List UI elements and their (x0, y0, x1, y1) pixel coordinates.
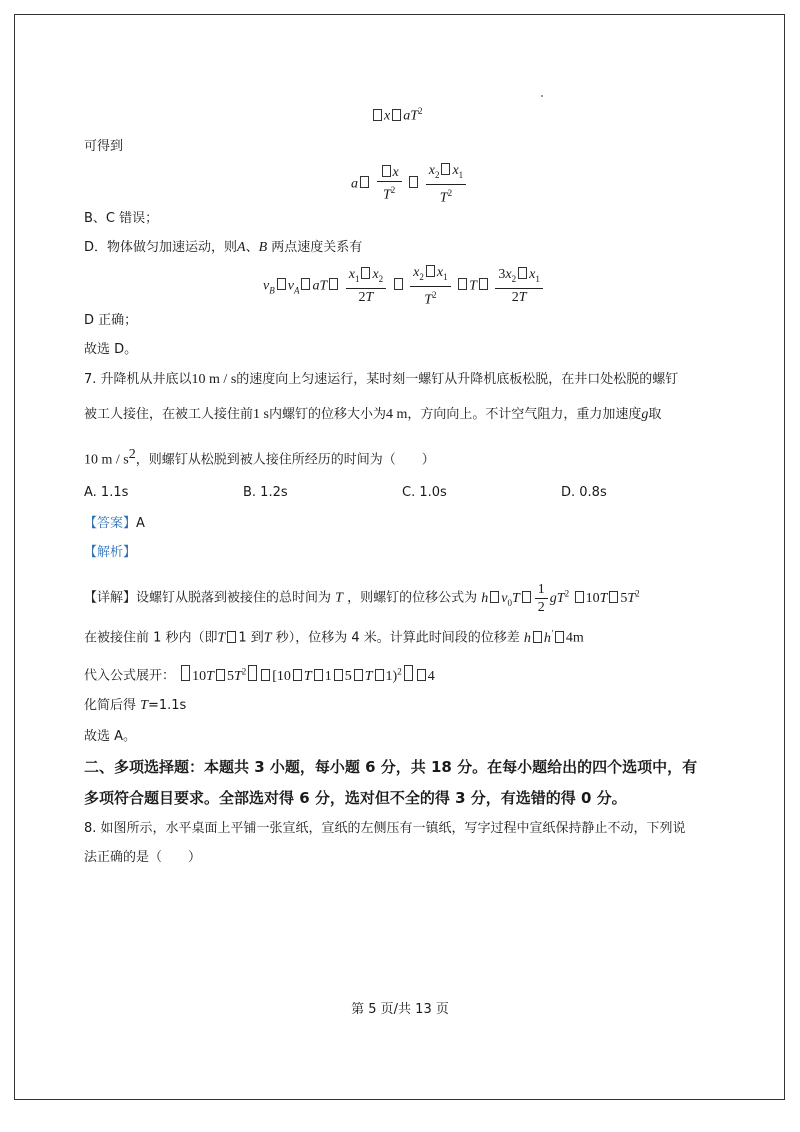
text-d-intro: D．物体做匀加速运动，则A、B 两点速度关系有 (84, 240, 363, 255)
text-simplify: 化简后得 T=1.1s (84, 698, 187, 713)
q7-option-b: B. 1.2s (243, 485, 288, 500)
detail-line: 【详解】设螺钉从脱落到被接住的总时间为 T ，则螺钉的位移公式为 h $v_0T$ $\frac{1}{2}$ $gT^2$ 10T $5T^2$ (84, 581, 640, 615)
q8-line-2: 法正确的是（ ） (84, 850, 202, 865)
answer-line (84, 515, 145, 533)
section-2-heading-line-1: 二、多项选择题：本题共 3 小题，每小题 6 分，共 18 分。在每小题给出的四个选项中，有 (84, 758, 698, 776)
q7-option-c: C. 1.0s (402, 485, 447, 500)
scan-dot (541, 95, 543, 97)
text-obtain: 可得到 (84, 139, 124, 154)
q7-line-2: 被工人接住，在被工人接住前1 s内螺钉的位移大小为4 m，方向向上。不计空气阻力，重力加速度g取 (84, 407, 662, 422)
text-bc-wrong: B、C 错误； (84, 211, 159, 226)
formula-acceleration: a $\frac{x}{T^2}$ $\frac{x_2 x_1}{T^2}$ (351, 162, 468, 206)
q7-option-d: D. 0.8s (561, 485, 607, 500)
text-choose-a: 故选 A。 (84, 729, 137, 744)
page-footer: 第 5 页/共 13 页 (351, 1002, 449, 1017)
q7-line-1: 7. 升降机从井底以10 m / s的速度向上匀速运行，某时刻一螺钉从升降机底板松脱，在井口处松脱的螺钉 (84, 372, 679, 387)
text-choose-d: 故选 D。 (84, 342, 138, 357)
q8-line-1: 8. 如图所示，水平桌面上平铺一张宣纸，宣纸的左侧压有一镇纸，写字过程中宣纸保持静止不动，下列说 (84, 821, 686, 836)
analysis-tag: 【解析】 (84, 545, 137, 560)
answer-tag: 【答案】 (84, 516, 137, 531)
text-expand: 代入公式展开： 10T $5T^2$ [10 T 1 5 T 1)$^2$ 4 (84, 666, 435, 684)
formula-delta-x: x $aT^2$ (371, 102, 423, 126)
q7-line-3: 10 m / $s^2$，则螺钉从松脱到被人接住所经历的时间为（ ） (84, 447, 435, 468)
q7-option-a: A. 1.1s (84, 485, 129, 500)
text-d-correct: D 正确； (84, 313, 138, 328)
formula-velocity: $v_B$ $v_A$ aT $\frac{x_1 x_2}{2T}$ $\frac{x_2 x_1}{T^2}$ T $\frac{3x_2 x_1}{2T}$ (263, 264, 545, 309)
section-2-heading-line-2: 多项符合题目要求。全部选对得 6 分，选对但不全的得 3 分，有选错的得 0 分。 (84, 789, 627, 807)
text-last-second: 在被接住前 1 秒内（即T 1 到T 秒），位移为 4 米。计算此时间段的位移差 h h' 4m (84, 628, 584, 646)
answer-value: A (136, 516, 145, 531)
